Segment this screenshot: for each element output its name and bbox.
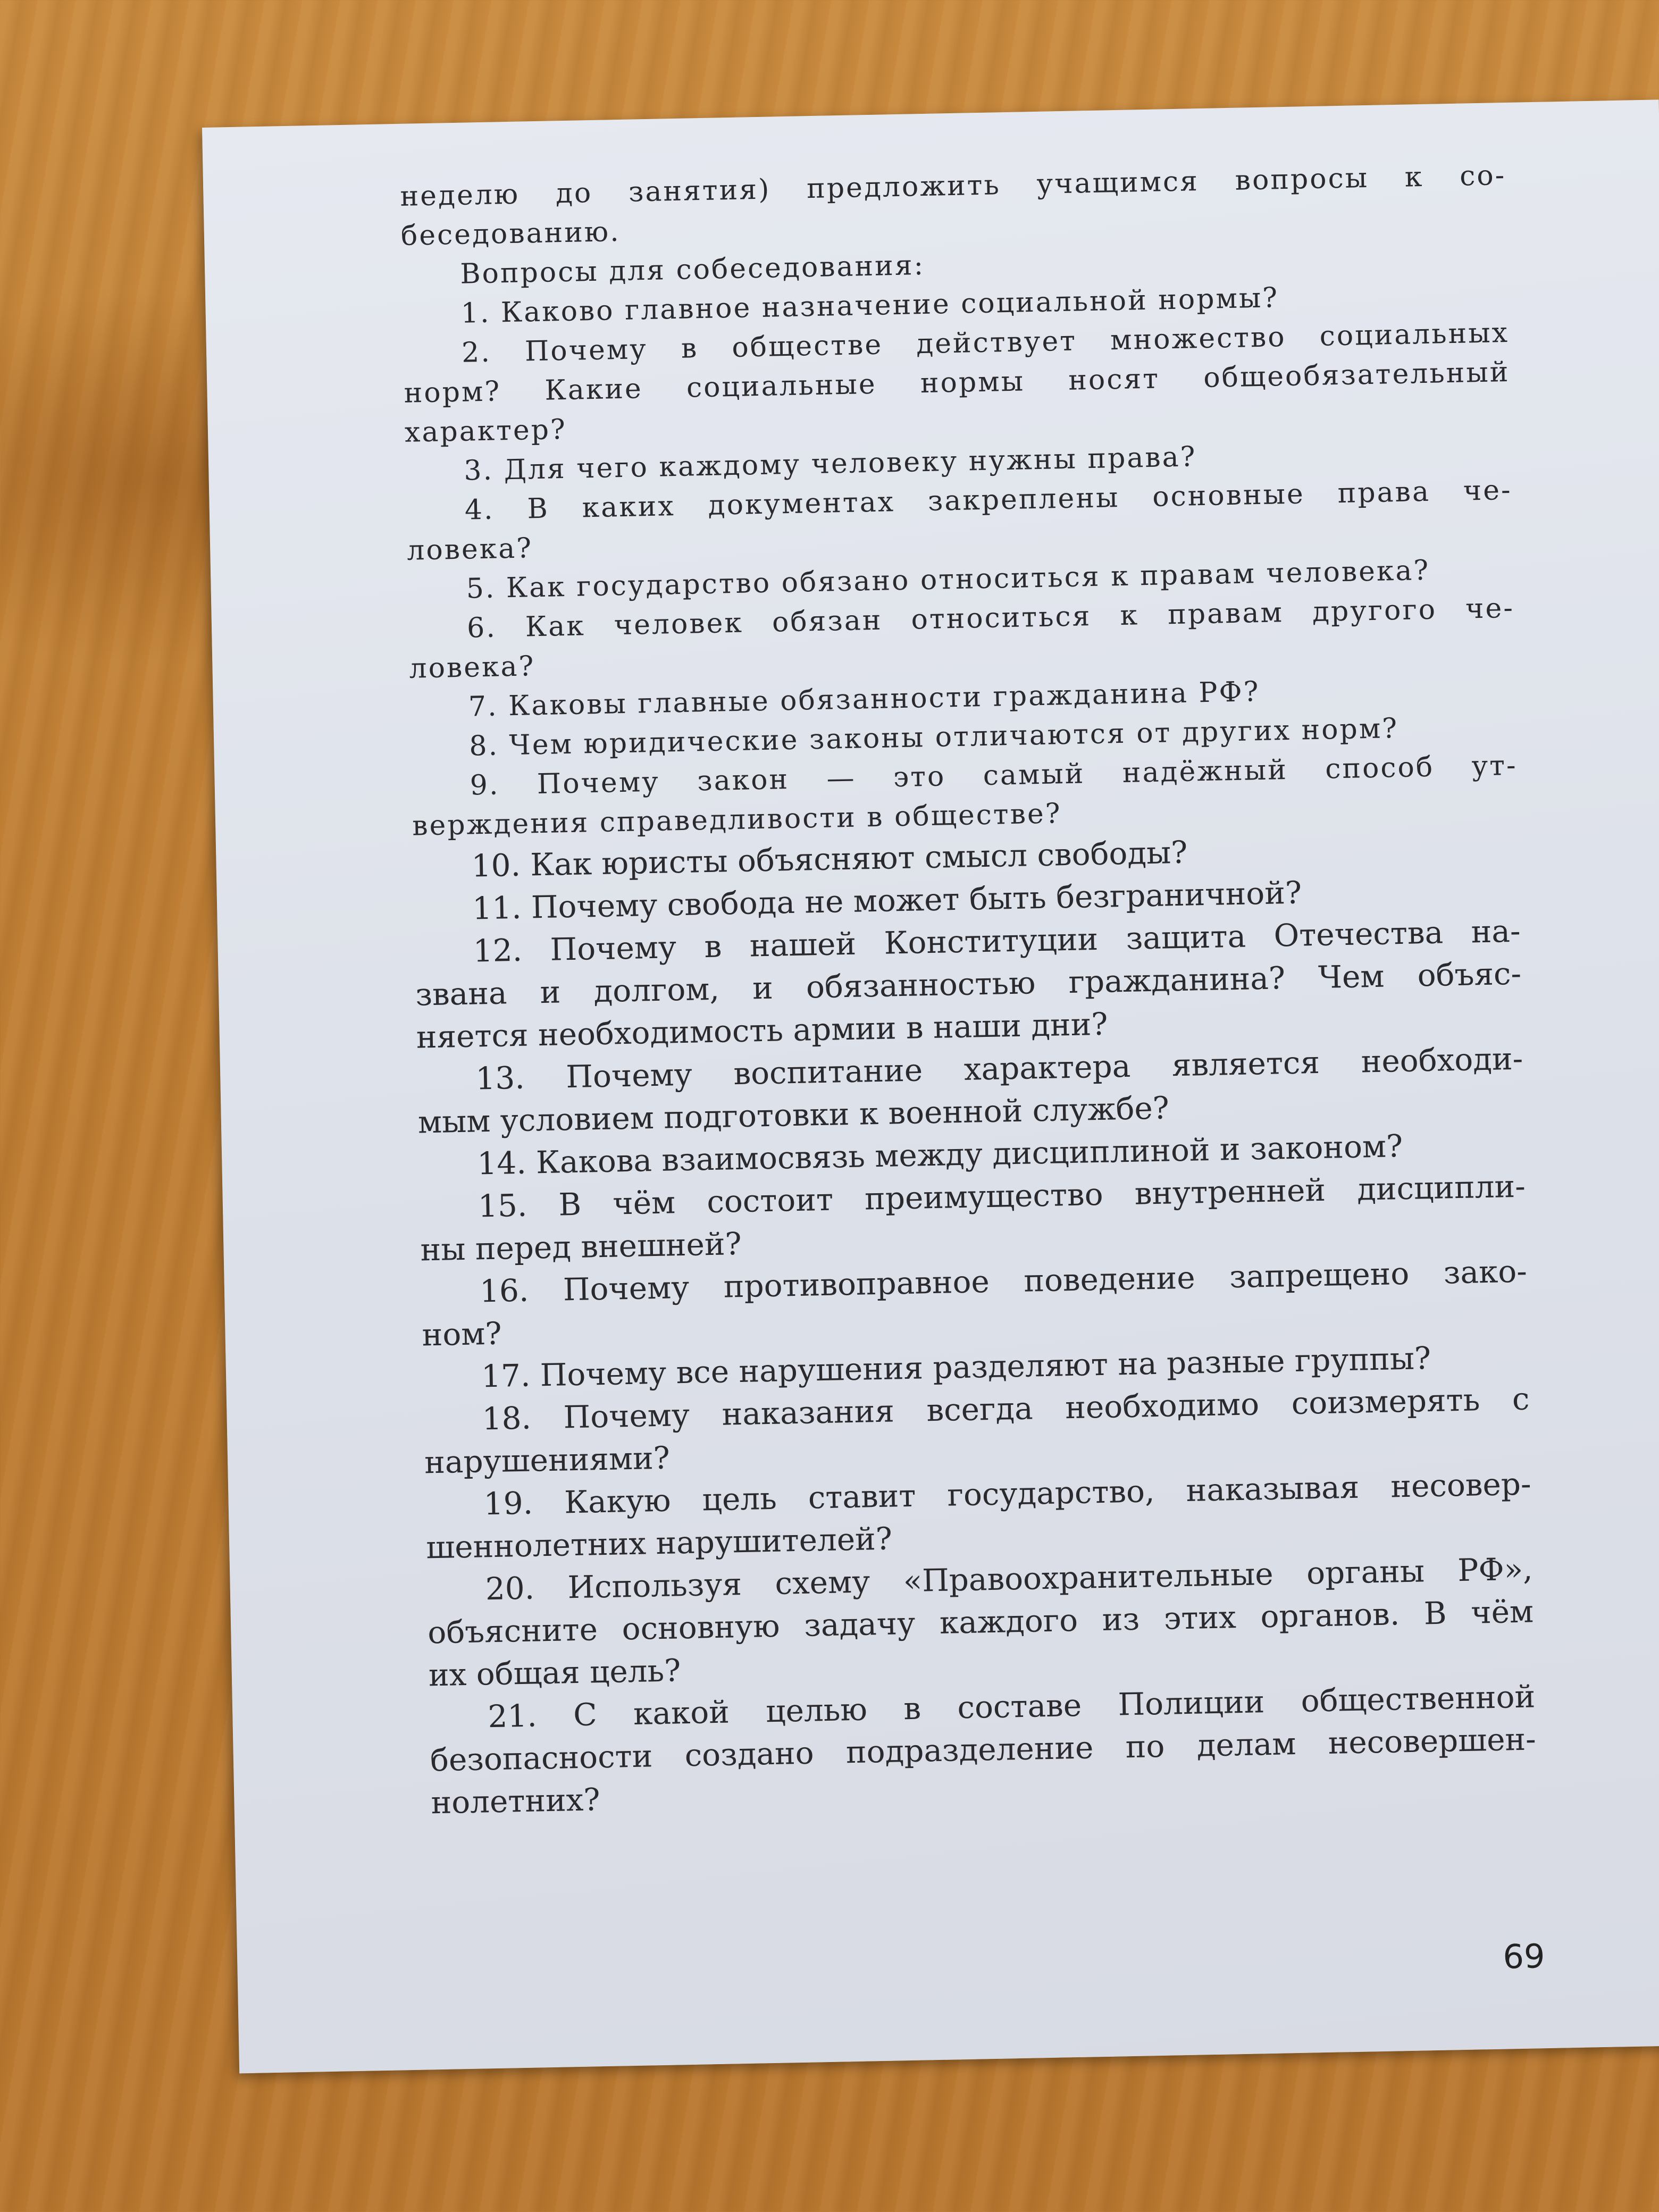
intro-line: беседованию. xyxy=(400,215,621,252)
question-line: 15. В чём состоит преимущество внутренней дисципли- xyxy=(477,1168,1526,1225)
intro-block xyxy=(400,156,1508,295)
question-item xyxy=(426,1547,1535,1696)
paper-sheet xyxy=(202,99,1659,2073)
question-line: 18. Почему наказания всегда необходимо соизмерять с xyxy=(482,1380,1530,1437)
question-line: характер? xyxy=(404,413,567,449)
question-line: 17. Почему все нарушения разделяют на разные группы? xyxy=(481,1340,1431,1395)
question-line: няется необходимость армии в наши дни? xyxy=(416,1006,1108,1055)
question-line: их общая цель? xyxy=(428,1652,681,1694)
question-line: 10. Как юристы объясняют смысл свободы? xyxy=(471,834,1188,884)
question-line: 21. С какой целью в составе Полиции общественной xyxy=(487,1678,1536,1735)
question-line: 6. Как человек обязан относиться к правам другого че- xyxy=(466,592,1515,644)
question-line: ном? xyxy=(422,1315,502,1353)
question-line: 3. Для чего каждому человеку нужны права? xyxy=(463,441,1197,487)
question-line: 2. Почему в обществе действует множество социальных xyxy=(461,316,1510,369)
question-line: 8. Чем юридические законы отличаются от других норм? xyxy=(468,713,1399,763)
question-line: 19. Какую цель ставит государство, наказывая несовер- xyxy=(483,1465,1532,1522)
question-line: 20. Используя схему «Правоохранительные органы РФ», xyxy=(485,1551,1534,1607)
question-item xyxy=(429,1675,1537,1824)
question-line: 5. Как государство обязано относиться к правам человека? xyxy=(466,554,1430,605)
intro-line: неделю до занятия) предложить учащимся вопросы к со- xyxy=(399,159,1506,213)
question-line: ловека? xyxy=(409,650,535,685)
page-number: 69 xyxy=(1502,1937,1546,1976)
question-line: 13. Почему воспитание характера является необходи- xyxy=(475,1040,1523,1097)
question-line: 16. Почему противоправное поведение запрещено зако- xyxy=(479,1253,1528,1310)
question-line: 7. Каковы главные обязанности гражданина РФ? xyxy=(468,676,1261,723)
question-line: 9. Почему закон — это самый надёжный способ ут- xyxy=(470,749,1518,802)
question-line: 12. Почему в нашей Конституции защита Отечества на- xyxy=(473,912,1521,969)
question-line: объясните основную задачу каждого из этих органов. В чём xyxy=(427,1593,1534,1651)
questions-list xyxy=(402,274,1537,1824)
question-line: ловека? xyxy=(406,532,533,567)
question-line: нарушениями? xyxy=(424,1439,671,1481)
question-line: безопасности создано подразделение по делам несовершен- xyxy=(430,1721,1537,1779)
question-line: норм? Какие социальные нормы носят общеобязательный xyxy=(404,356,1510,409)
page-text xyxy=(400,156,1537,1824)
question-line: 11. Почему свобода не может быть безграничной? xyxy=(472,874,1302,927)
question-line: шеннолетних нарушителей? xyxy=(425,1520,893,1566)
question-line: звана и долгом, и обязанностью гражданина? Чем объяс- xyxy=(415,955,1522,1013)
question-line: 14. Какова взаимосвязь между дисциплиной и законом? xyxy=(476,1128,1403,1182)
question-item xyxy=(414,910,1522,1059)
question-line: ны перед внешней? xyxy=(420,1225,742,1268)
question-line: мым условием подготовки к военной службе? xyxy=(417,1090,1170,1141)
question-line: 4. В каких документах закреплены основные права че- xyxy=(464,474,1513,526)
question-line: 1. Каково главное назначение социальной нормы? xyxy=(460,282,1279,330)
question-item xyxy=(403,313,1511,453)
question-line: нолетних? xyxy=(430,1781,601,1821)
question-line: верждения справедливости в обществе? xyxy=(412,798,1062,842)
questions-heading: Вопросы для собеседования: xyxy=(459,249,925,290)
